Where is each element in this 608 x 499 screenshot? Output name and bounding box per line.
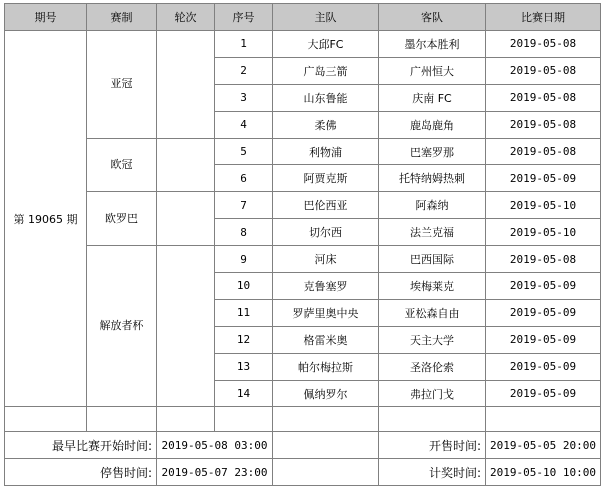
round-cell — [157, 246, 215, 407]
date-cell: 2019-05-09 — [486, 353, 601, 380]
prize-calc-label: 计奖时间: — [379, 459, 486, 486]
seq-cell: 9 — [215, 246, 273, 273]
seq-cell: 3 — [215, 84, 273, 111]
seq-cell: 11 — [215, 299, 273, 326]
blank-cell — [379, 407, 486, 432]
blank-cell — [87, 407, 157, 432]
date-cell: 2019-05-08 — [486, 57, 601, 84]
away-team-cell: 墨尔本胜利 — [379, 31, 486, 58]
lottery-schedule-table — [4, 3, 601, 486]
blank-cell — [5, 407, 87, 432]
date-cell: 2019-05-09 — [486, 273, 601, 300]
home-team-cell: 帕尔梅拉斯 — [273, 353, 379, 380]
round-cell — [157, 192, 215, 246]
home-team-cell: 山东鲁能 — [273, 84, 379, 111]
away-team-cell: 天主大学 — [379, 326, 486, 353]
date-cell: 2019-05-09 — [486, 165, 601, 192]
seq-cell: 10 — [215, 273, 273, 300]
date-cell: 2019-05-10 — [486, 192, 601, 219]
round-cell — [157, 138, 215, 192]
home-team-cell: 佩纳罗尔 — [273, 380, 379, 407]
header-issue: 期号 — [5, 4, 87, 31]
header-round: 轮次 — [157, 4, 215, 31]
header-seq: 序号 — [215, 4, 273, 31]
away-team-cell: 圣洛伦索 — [379, 353, 486, 380]
table-row — [5, 246, 601, 273]
blank-cell — [215, 407, 273, 432]
blank-cell — [486, 407, 601, 432]
home-team-cell: 克鲁塞罗 — [273, 273, 379, 300]
header-row — [5, 4, 601, 31]
home-team-cell: 河床 — [273, 246, 379, 273]
blank-cell — [157, 407, 215, 432]
date-cell: 2019-05-09 — [486, 326, 601, 353]
date-cell: 2019-05-10 — [486, 219, 601, 246]
date-cell: 2019-05-08 — [486, 111, 601, 138]
home-team-cell: 格雷米奥 — [273, 326, 379, 353]
footer-row-1 — [5, 432, 601, 459]
sale-stop-value: 2019-05-07 23:00 — [157, 459, 273, 486]
header-competition: 赛制 — [87, 4, 157, 31]
earliest-start-label: 最早比赛开始时间: — [5, 432, 157, 459]
sale-stop-label: 停售时间: — [5, 459, 157, 486]
header-date: 比赛日期 — [486, 4, 601, 31]
competition-cell: 亚冠 — [87, 31, 157, 139]
table-row — [5, 192, 601, 219]
away-team-cell: 鹿岛鹿角 — [379, 111, 486, 138]
sale-open-value: 2019-05-05 20:00 — [486, 432, 601, 459]
home-team-cell: 阿贾克斯 — [273, 165, 379, 192]
blank-row — [5, 407, 601, 432]
home-team-cell: 罗萨里奥中央 — [273, 299, 379, 326]
home-team-cell: 柔佛 — [273, 111, 379, 138]
seq-cell: 7 — [215, 192, 273, 219]
competition-cell: 欧冠 — [87, 138, 157, 192]
home-team-cell: 广岛三箭 — [273, 57, 379, 84]
home-team-cell: 切尔西 — [273, 219, 379, 246]
date-cell: 2019-05-08 — [486, 246, 601, 273]
away-team-cell: 庆南 FC — [379, 84, 486, 111]
date-cell: 2019-05-08 — [486, 84, 601, 111]
footer-spacer — [273, 432, 379, 459]
seq-cell: 12 — [215, 326, 273, 353]
away-team-cell: 法兰克福 — [379, 219, 486, 246]
away-team-cell: 亚松森自由 — [379, 299, 486, 326]
table-row — [5, 31, 601, 58]
competition-cell: 解放者杯 — [87, 246, 157, 407]
away-team-cell: 托特纳姆热刺 — [379, 165, 486, 192]
competition-cell: 欧罗巴 — [87, 192, 157, 246]
away-team-cell: 埃梅莱克 — [379, 273, 486, 300]
date-cell: 2019-05-09 — [486, 299, 601, 326]
away-team-cell: 弗拉门戈 — [379, 380, 486, 407]
seq-cell: 6 — [215, 165, 273, 192]
away-team-cell: 巴塞罗那 — [379, 138, 486, 165]
away-team-cell: 巴西国际 — [379, 246, 486, 273]
date-cell: 2019-05-09 — [486, 380, 601, 407]
home-team-cell: 利物浦 — [273, 138, 379, 165]
prize-calc-value: 2019-05-10 10:00 — [486, 459, 601, 486]
footer-spacer — [273, 459, 379, 486]
sale-open-label: 开售时间: — [379, 432, 486, 459]
footer-row-2 — [5, 459, 601, 486]
round-cell — [157, 31, 215, 139]
date-cell: 2019-05-08 — [486, 138, 601, 165]
header-home: 主队 — [273, 4, 379, 31]
seq-cell: 2 — [215, 57, 273, 84]
header-away: 客队 — [379, 4, 486, 31]
home-team-cell: 大邱FC — [273, 31, 379, 58]
issue-cell: 第 19065 期 — [5, 31, 87, 407]
away-team-cell: 广州恒大 — [379, 57, 486, 84]
table-row — [5, 138, 601, 165]
seq-cell: 8 — [215, 219, 273, 246]
seq-cell: 5 — [215, 138, 273, 165]
seq-cell: 14 — [215, 380, 273, 407]
blank-cell — [273, 407, 379, 432]
seq-cell: 13 — [215, 353, 273, 380]
home-team-cell: 巴伦西亚 — [273, 192, 379, 219]
date-cell: 2019-05-08 — [486, 31, 601, 58]
seq-cell: 1 — [215, 31, 273, 58]
away-team-cell: 阿森纳 — [379, 192, 486, 219]
earliest-start-value: 2019-05-08 03:00 — [157, 432, 273, 459]
seq-cell: 4 — [215, 111, 273, 138]
